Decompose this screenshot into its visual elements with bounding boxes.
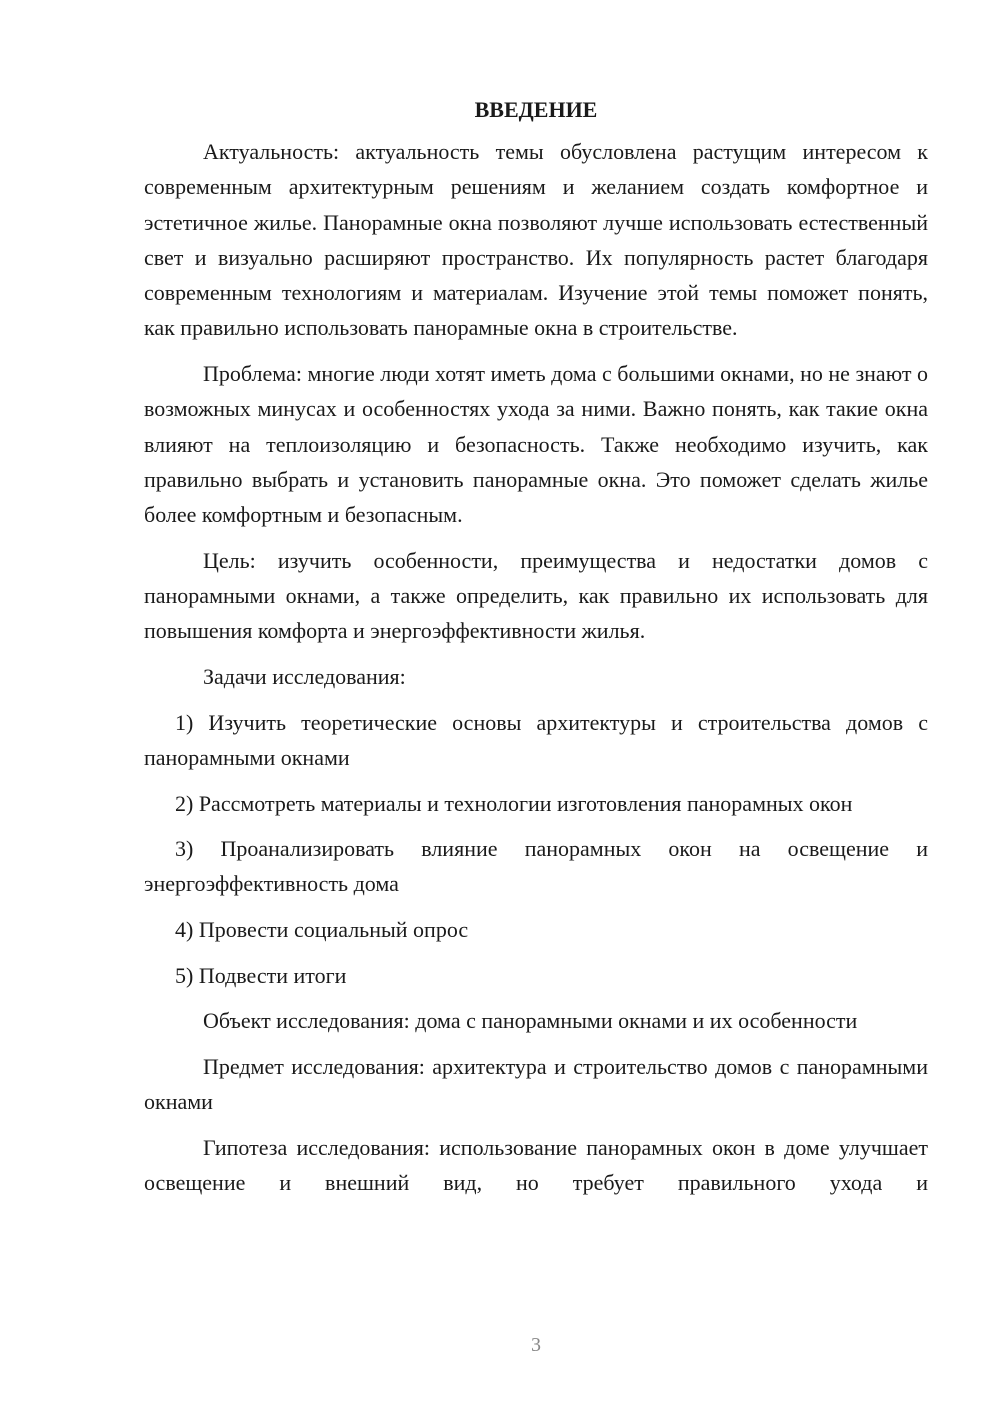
task-item-3: 3) Проанализировать влияние панорамных окон на освещение и энергоэффективность дома: [144, 836, 928, 897]
paragraph-problem: Проблема: многие люди хотят иметь дома с большими окнами, но не знают о возможных минусах и особенностях ухода за ними. Важно понять, как такие окна влияют на теплоизоляцию и безопасность. Также необходимо изучить, как правильно выбрать и установить панорамные окна. Это поможет сделать жилье более комфортным и безопасным.: [144, 361, 928, 528]
paragraph-object: Объект исследования: дома с панорамными окнами и их особенности: [203, 1008, 858, 1034]
paragraph-goal: Цель: изучить особенности, преимущества и недостатки домов с панорамными окнами, а также определить, как правильно их использовать для повышения комфорта и энергоэффективности жилья.: [144, 547, 928, 644]
task-item-2: 2) Рассмотреть материалы и технологии изготовления панорамных окон: [175, 790, 853, 816]
task-item-4: 4) Провести социальный опрос: [175, 917, 469, 943]
page-content: [144, 92, 928, 1200]
paragraph-subject: Предмет исследования: архитектура и строительство домов с панорамными окнами: [144, 1053, 928, 1115]
page-number: 3: [531, 1334, 541, 1356]
task-item-1: 1) Изучить теоретические основы архитектуры и строительства домов с панорамными окнами: [144, 709, 928, 770]
paragraph-tasks-heading: Задачи исследования:: [203, 664, 406, 690]
task-item-5: 5) Подвести итоги: [175, 962, 347, 988]
paragraph-hypothesis: Гипотеза исследования: использование панорамных окон в доме улучшает освещение и внешний вид, но требует правильного ухода и: [144, 1134, 928, 1195]
paragraph-relevance: Актуальность: актуальность темы обусловлена растущим интересом к современным архитектурным решениям и желанием создать комфортное и эстетичное жилье. Панорамные окна позволяют лучше использовать естественный свет и визуально расширяют пространство. Их популярность растет благодаря современным технологиям и материалам. Изучение этой темы поможет понять, как правильно использовать панорамные окна в строительстве.: [144, 139, 928, 341]
section-title: ВВЕДЕНИЕ: [474, 97, 598, 122]
